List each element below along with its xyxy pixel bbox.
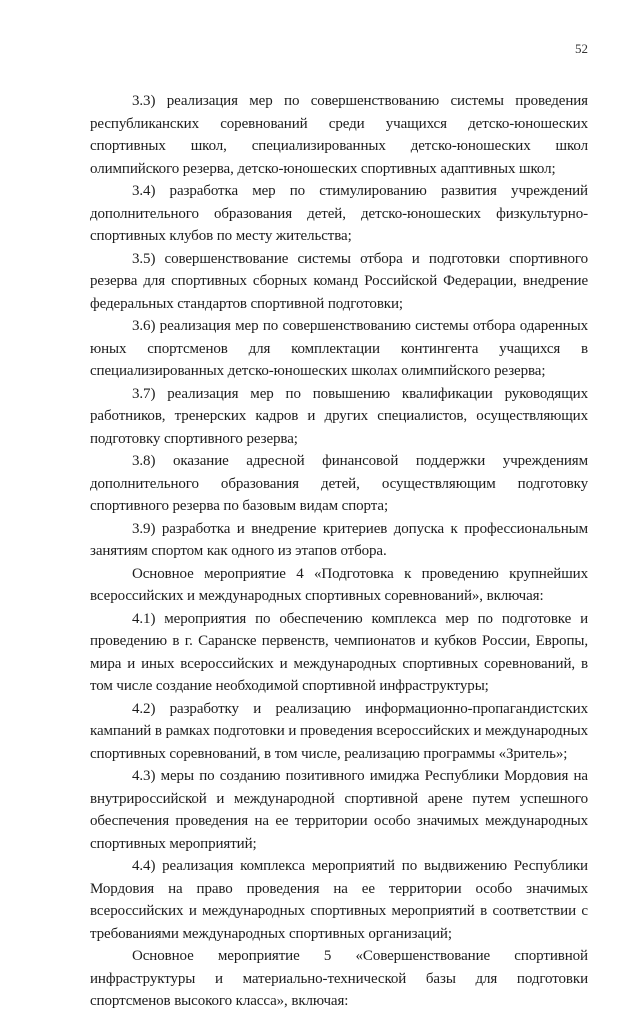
paragraph-3-3: 3.3) реализация мер по совершенствованию системы проведения республиканских соревнований среди учащихся детско-юношеских спортивных школ, специализированных детско-юношеских школ олимпийского резерва, детско-юношеских спортивных адаптивных школ;	[90, 93, 588, 177]
paragraph-4-2: 4.2) разработку и реализацию информационно-пропагандистских кампаний в рамках подготовки и проведения всероссийских и международных спортивных соревнований, в том числе, реализацию программы «Зритель»;	[90, 700, 588, 762]
paragraph-main-event-4: Основное мероприятие 4 «Подготовка к проведению крупнейших всероссийских и международных спортивных соревнований», включая:	[90, 565, 588, 604]
paragraph-3-5: 3.5) совершенствование системы отбора и подготовки спортивного резерва для спортивных сборных команд Российской Федерации, внедрение федеральных стандартов спортивной подготовки;	[90, 250, 588, 312]
paragraph-3-4: 3.4) разработка мер по стимулированию развития учреждений дополнительного образования детей, детско-юношеских физкультурно-спортивных клубов по месту жительства;	[90, 183, 588, 244]
paragraph-3-7: 3.7) реализация мер по повышению квалификации руководящих работников, тренерских кадров и других специалистов, осуществляющих подготовку спортивного резерва;	[90, 385, 588, 447]
paragraph-4-4: 4.4) реализация комплекса мероприятий по выдвижению Республики Мордовия на право проведения на ее территории особо значимых всероссийских и международных спортивных мероприятий в соответствии с требованиями международных спортивных организаций;	[90, 858, 588, 942]
paragraph-3-8: 3.8) оказание адресной финансовой поддержки учреждениям дополнительного образования детей, осуществляющим подготовку спортивного резерва по базовым видам спорта;	[90, 453, 588, 514]
document-body	[90, 90, 588, 1013]
paragraph-3-6: 3.6) реализация мер по совершенствованию системы отбора одаренных юных спортсменов для комплектации контингента учащихся в специализированных детско-юношеских школах олимпийского резерва;	[90, 318, 588, 379]
paragraph-main-event-5: Основное мероприятие 5 «Совершенствование спортивной инфраструктуры и материально-технической базы для подготовки спортсменов высокого класса», включая:	[90, 948, 588, 1009]
paragraph-3-9: 3.9) разработка и внедрение критериев допуска к профессиональным занятиям спортом как одного из этапов отбора.	[90, 520, 588, 559]
paragraph-4-1: 4.1) мероприятия по обеспечению комплекса мер по подготовке и проведению в г. Саранске первенств, чемпионатов и кубков России, Европы, мира и иных всероссийских и международных спортивных соревнований, в том числе создание необходимой спортивной инфраструктуры;	[90, 610, 588, 694]
paragraph-4-3: 4.3) меры по созданию позитивного имиджа Республики Мордовия на внутрироссийской и международной спортивной арене путем успешного обеспечения проведения на ее территории особо значимых международных спортивных мероприятий;	[90, 768, 588, 852]
page-number: 52	[575, 41, 588, 56]
